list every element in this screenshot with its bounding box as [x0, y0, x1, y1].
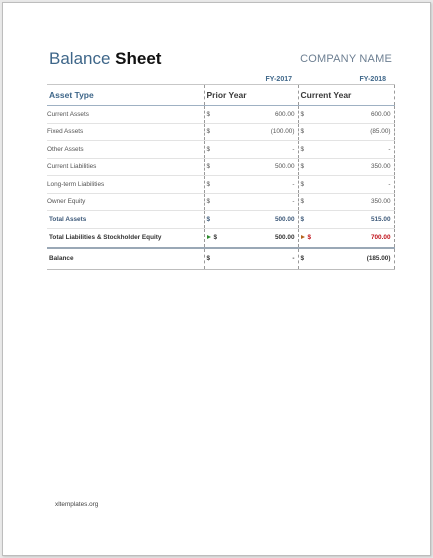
- orange-flag-icon: [301, 235, 305, 239]
- currency-symbol: $: [206, 145, 211, 153]
- total-assets-prior: 500.00: [274, 215, 295, 223]
- current-value: -: [388, 180, 391, 188]
- total-assets-current: 515.00: [370, 215, 391, 223]
- title-light: Balance: [49, 49, 111, 68]
- current-value: 350.00: [370, 163, 391, 171]
- currency-symbol: $: [206, 110, 211, 118]
- prior-value: -: [292, 145, 295, 153]
- currency-symbol: $: [213, 234, 218, 241]
- row-label: Long-term Liabilities: [47, 176, 204, 194]
- currency-symbol: $: [206, 255, 211, 262]
- balance-sheet-table: [47, 84, 395, 270]
- prior-value: 600.00: [274, 110, 295, 118]
- table-row: [47, 158, 394, 176]
- total-liabilities-prior: 500.00: [274, 234, 295, 241]
- fiscal-year-prior: FY-2017: [265, 76, 292, 83]
- table-row: [47, 141, 394, 159]
- current-value: (85.00): [370, 128, 391, 136]
- footer-source: xltemplates.org: [55, 501, 99, 508]
- total-assets-label: Total Assets: [47, 211, 204, 229]
- currency-symbol: $: [307, 234, 312, 241]
- row-label: Owner Equity: [47, 193, 204, 211]
- green-flag-icon: [207, 235, 211, 239]
- balance-current: (185.00): [366, 255, 391, 262]
- currency-symbol: $: [206, 198, 211, 206]
- table-row: [47, 193, 394, 211]
- header-current-year: Current Year: [298, 85, 394, 106]
- row-label: Current Assets: [47, 106, 204, 124]
- currency-symbol: $: [300, 110, 305, 118]
- currency-symbol: $: [206, 128, 211, 136]
- table-row: [47, 106, 394, 124]
- company-name: COMPANY NAME: [300, 53, 392, 65]
- currency-symbol: $: [206, 180, 211, 188]
- fiscal-year-current: FY-2018: [359, 76, 386, 83]
- current-value: 350.00: [370, 198, 391, 206]
- currency-symbol: $: [300, 180, 305, 188]
- total-liabilities-row: [47, 228, 394, 248]
- balance-row: [47, 248, 394, 270]
- page-title: [49, 49, 161, 69]
- row-label: Other Assets: [47, 141, 204, 159]
- table-row: [47, 123, 394, 141]
- prior-value: -: [292, 180, 295, 188]
- currency-symbol: $: [300, 215, 305, 223]
- currency-symbol: $: [300, 145, 305, 153]
- document-page: [2, 2, 431, 556]
- currency-symbol: $: [300, 255, 305, 262]
- title-bold: Sheet: [115, 49, 162, 68]
- currency-symbol: $: [300, 128, 305, 136]
- row-label: Fixed Assets: [47, 123, 204, 141]
- prior-value: (100.00): [270, 128, 295, 136]
- total-liabilities-current: 700.00: [370, 234, 391, 241]
- total-liabilities-label: Total Liabilities & Stockholder Equity: [47, 228, 204, 248]
- current-value: -: [388, 145, 391, 153]
- prior-value: -: [292, 198, 295, 206]
- header-asset-type: Asset Type: [47, 85, 204, 106]
- table-header-row: [47, 85, 394, 106]
- row-label: Current Liabilities: [47, 158, 204, 176]
- table-row: [47, 176, 394, 194]
- current-value: 600.00: [370, 110, 391, 118]
- currency-symbol: $: [206, 163, 211, 171]
- header-prior-year: Prior Year: [204, 85, 298, 106]
- balance-prior: -: [292, 255, 295, 262]
- currency-symbol: $: [206, 215, 211, 223]
- currency-symbol: $: [300, 163, 305, 171]
- total-assets-row: [47, 211, 394, 229]
- prior-value: 500.00: [274, 163, 295, 171]
- balance-label: Balance: [47, 248, 204, 270]
- currency-symbol: $: [300, 198, 305, 206]
